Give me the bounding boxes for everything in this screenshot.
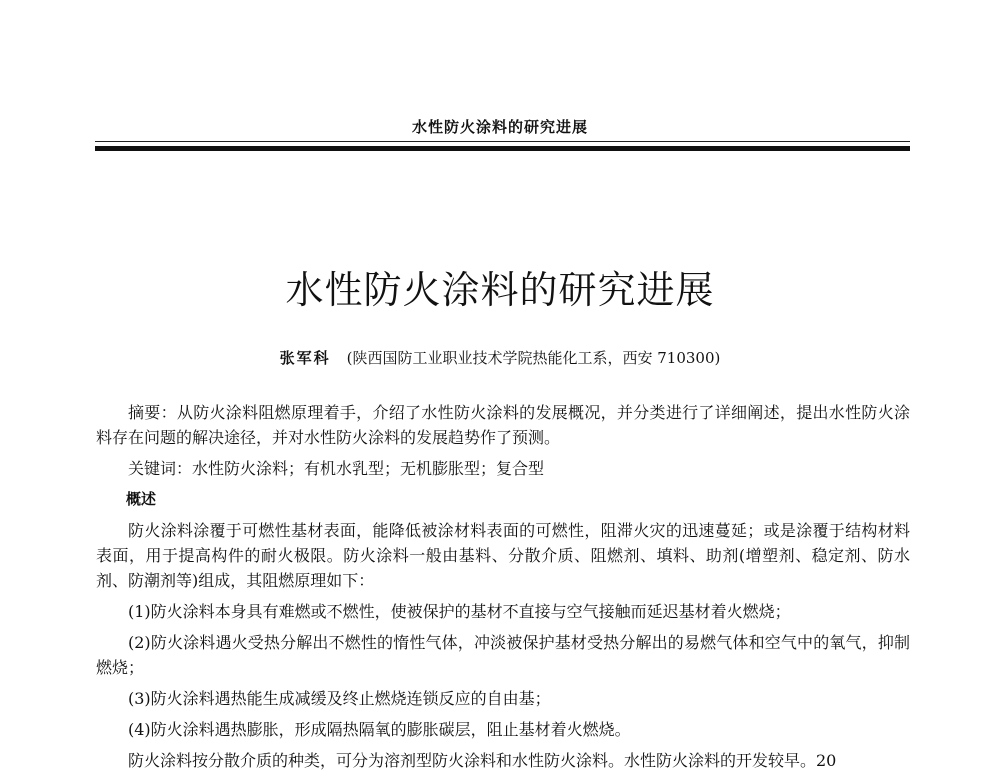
list-item: (2)防火涂料遇火受热分解出不燃性的惰性气体，冲淡被保护基材受热分解出的易燃气体和空气中的氧气，抑制燃烧；: [96, 633, 910, 677]
header-rule-thick: [95, 146, 910, 151]
abstract: 摘要：从防火涂料阻燃原理着手，介绍了水性防火涂料的发展概况，并分类进行了详细阐述，提出水性防火涂料存在问题的解决途径，并对水性防火涂料的发展趋势作了预测。: [96, 403, 910, 447]
keywords: 关键词：水性防火涂料；有机水乳型；无机膨胀型；复合型: [128, 459, 545, 478]
section-heading: 概述: [126, 490, 157, 508]
author-affiliation: (陕西国防工业职业技术学院热能化工系，西安 710300): [346, 349, 721, 367]
byline: [0, 348, 1000, 368]
list-item: (3)防火涂料遇热能生成减缓及终止燃烧连锁反应的自由基；: [128, 689, 551, 708]
body-text: [96, 400, 910, 779]
paragraph: 防火涂料涂覆于可燃性基材表面，能降低被涂材料表面的可燃性，阻滞火灾的迅速蔓延；或是涂覆于结构材料表面，用于提高构件的耐火极限。防火涂料一般由基料、分散介质、阻燃剂、填料、助剂(增塑剂、稳定剂、防水剂、防潮剂等)组成，其阻燃原理如下：: [96, 521, 910, 590]
list-item: (4)防火涂料遇热膨胀，形成隔热隔氧的膨胀碳层，阻止基材着火燃烧。: [128, 720, 631, 739]
paragraph: 防火涂料按分散介质的种类，可分为溶剂型防火涂料和水性防火涂料。水性防火涂料的开发较早。20: [128, 751, 837, 770]
paper-title: 水性防火涂料的研究进展: [285, 268, 715, 312]
author-name: 张军科: [279, 349, 331, 367]
running-header: 水性防火涂料的研究进展: [411, 118, 588, 136]
list-item: (1)防火涂料本身具有难燃或不燃性，使被保护的基材不直接与空气接触而延迟基材着火燃烧；: [128, 602, 791, 621]
header-rule-thin: [95, 141, 910, 142]
